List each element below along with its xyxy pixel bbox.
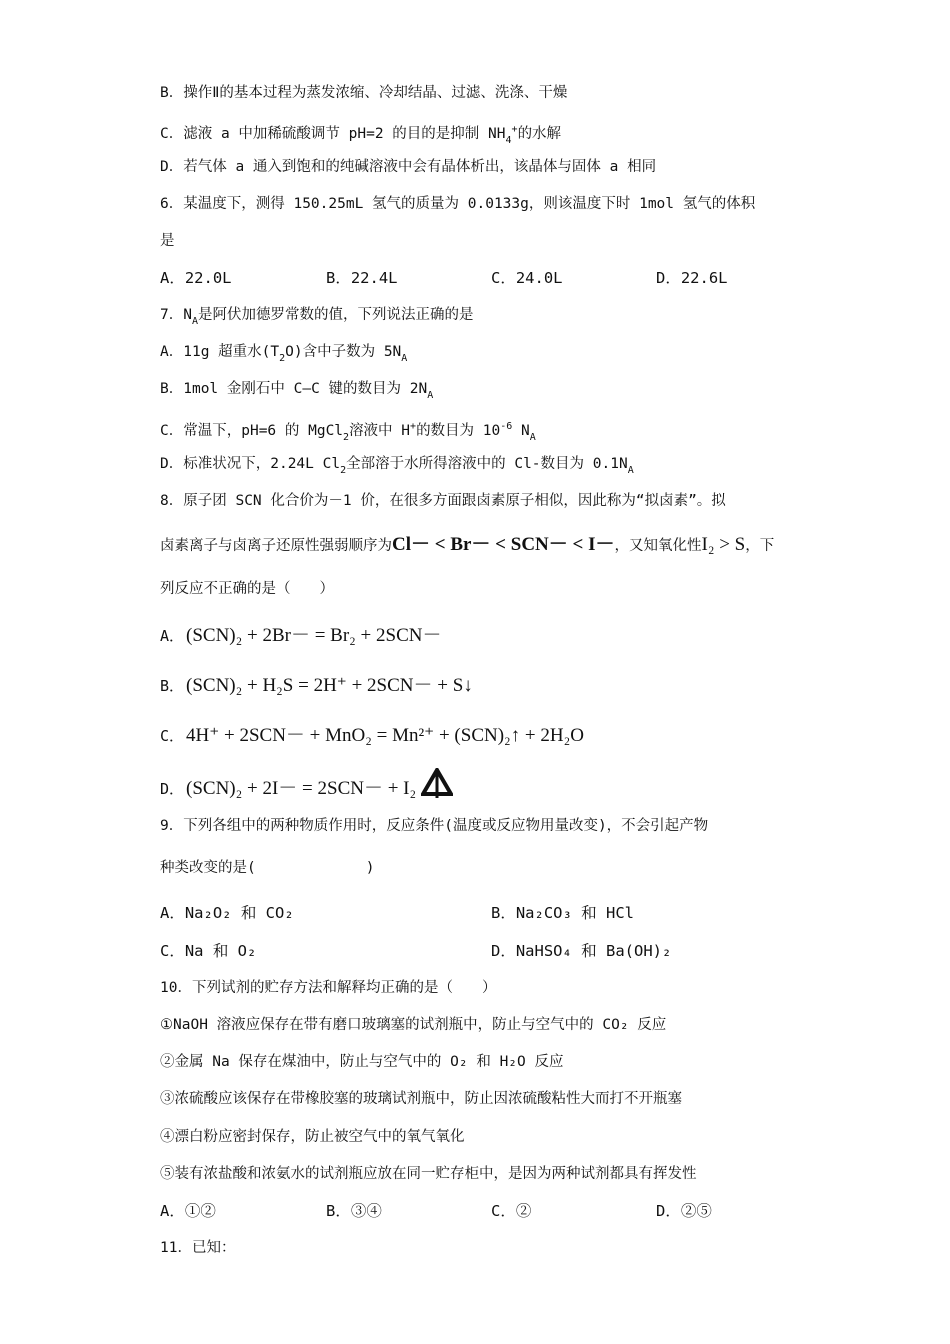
- q7-option-b: B．1mol 金刚石中 C—C 键的数目为 $2N_A$: [160, 381, 434, 401]
- q10-statement-3: ③浓硫酸应该保存在带橡胶塞的玻璃试剂瓶中，防止因浓硫酸粘性大而打不开瓶塞: [160, 1091, 682, 1107]
- q10-stem: 10．下列试剂的贮存方法和解释均正确的是（ ）: [160, 980, 497, 996]
- q6-option-c: C．24.0L: [491, 269, 563, 287]
- q10-statement-1: ①NaOH 溶液应保存在带有磨口玻璃塞的试剂瓶中，防止与空气中的 CO₂ 反应: [160, 1017, 667, 1033]
- q11-stem: 11．已知：: [160, 1240, 236, 1256]
- q10-option-d: D．②⑤: [656, 1202, 712, 1220]
- q5-option-d: D．若气体 a 通入到饱和的纯碱溶液中会有晶体析出，该晶体与固体 a 相同: [160, 159, 657, 175]
- q9-option-c: C．Na 和 O₂: [160, 942, 257, 960]
- q8-option-c: C． 4H⁺ + 2SCN－ + MnO₂ = Mn²⁺ + (SCN)₂↑ + 2H₂O: [160, 725, 584, 746]
- q9-option-b: B．Na₂CO₃ 和 HCl: [491, 904, 634, 922]
- q8-option-b: B． (SCN)₂ + H₂S = 2H⁺ + 2SCN－ + S↓: [160, 675, 473, 696]
- q9-option-a: A．Na₂O₂ 和 CO₂: [160, 904, 294, 922]
- q8-stem-line2: 卤素离子与卤离子还原性强弱顺序为Cl－ < Br－ < SCN－ < I－，又知氧化性I₂ > S，下: [160, 534, 775, 555]
- heat-triangle-icon: [421, 768, 453, 798]
- q6-stem-line1: 6．某温度下，测得 150.25mL 氢气的质量为 0.0133g，则该温度下时 1mol 氢气的体积: [160, 196, 756, 212]
- q7-stem: 7．$N_A$是阿伏加德罗常数的值，下列说法正确的是: [160, 307, 474, 327]
- q10-option-a: A．①②: [160, 1202, 216, 1220]
- q5-option-c: C．滤液 a 中加稀硫酸调节 pH=2 的目的是抑制 $NH_4^+$的水解: [160, 124, 562, 146]
- q8-option-a: A． (SCN)₂ + 2Br－ = Br₂ + 2SCN－: [160, 625, 442, 646]
- q7-option-a: A．11g 超重水$(T_2O)$含中子数为 $5N_A$: [160, 344, 408, 364]
- q6-option-b: B．22.4L: [326, 269, 398, 287]
- q6-option-d: D．22.6L: [656, 269, 728, 287]
- q9-option-d: D．NaHSO₄ 和 Ba(OH)₂: [491, 942, 672, 960]
- q10-statement-5: ⑤装有浓盐酸和浓氨水的试剂瓶应放在同一贮存柜中，是因为两种试剂都具有挥发性: [160, 1166, 697, 1182]
- q5-option-b: B．操作Ⅱ的基本过程为蒸发浓缩、冷却结晶、过滤、洗涤、干燥: [160, 85, 568, 101]
- q10-option-c: C．②: [491, 1202, 532, 1220]
- q8-option-d: D． (SCN)₂ + 2I－ = 2SCN－ + I₂: [160, 768, 453, 800]
- q10-option-b: B．③④: [326, 1202, 382, 1220]
- q9-stem-line1: 9．下列各组中的两种物质作用时，反应条件(温度或反应物用量改变)，不会引起产物: [160, 818, 709, 834]
- q8-stem-line3: 列反应不正确的是（ ）: [160, 581, 334, 597]
- q6-option-a: A．22.0L: [160, 269, 232, 287]
- q8-stem-line1: 8．原子团 SCN 化合价为－1 价，在很多方面跟卤素原子相似，因此称为“拟卤素”。拟: [160, 493, 726, 509]
- q10-statement-2: ②金属 Na 保存在煤油中，防止与空气中的 O₂ 和 H₂O 反应: [160, 1054, 564, 1070]
- q9-stem-line2: 种类改变的是( ): [160, 860, 375, 876]
- q6-stem-line2: 是: [160, 233, 175, 249]
- q7-option-c: C．常温下，pH=6 的 MgCl$_2$溶液中 H+的数目为 $10^{-6}$ $N_A$: [160, 421, 536, 443]
- q10-statement-4: ④漂白粉应密封保存，防止被空气中的氧气氧化: [160, 1129, 465, 1145]
- q7-option-d: D．标准状况下，2.24L $Cl_2$全部溶于水所得溶液中的 Cl-数目为 $0.1N_A$: [160, 456, 634, 476]
